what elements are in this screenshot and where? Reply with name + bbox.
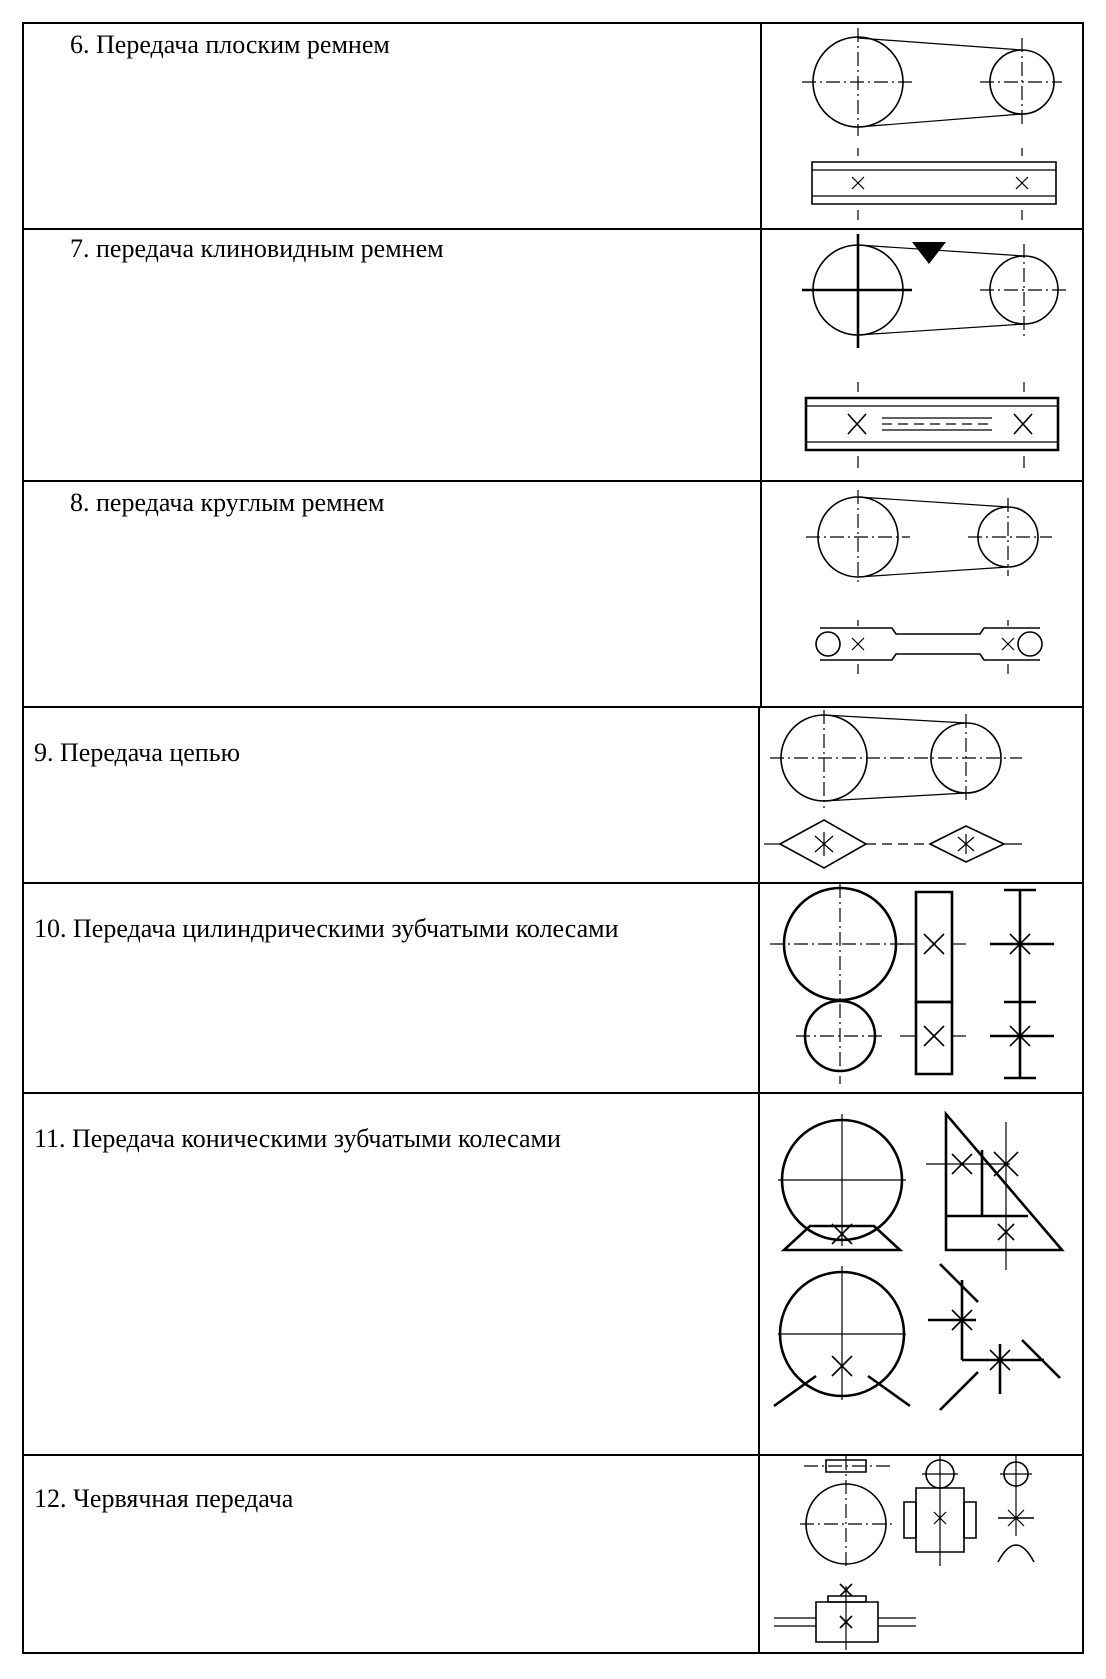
row-label: 9. Передача цепью xyxy=(34,738,241,767)
row-label: 12. Червячная передача xyxy=(34,1484,294,1513)
table-row xyxy=(22,882,1084,1094)
spur-gear-drive-symbol xyxy=(758,884,1086,1092)
table-row xyxy=(22,1092,1084,1456)
flat-belt-drive-symbol xyxy=(760,24,1086,228)
row-label: 10. Передача цилиндрическими зубчатыми колесами xyxy=(34,914,619,943)
row-label: 7. передача клиновидным ремнем xyxy=(70,234,444,263)
row-label: 11. Передача коническими зубчатыми колесами xyxy=(34,1124,561,1153)
table-row xyxy=(22,480,1084,708)
chain-drive-symbol xyxy=(758,708,1086,882)
table-row xyxy=(22,706,1084,884)
table-row xyxy=(22,22,1084,230)
v-belt-drive-symbol xyxy=(760,230,1086,480)
worm-gear-drive-symbol xyxy=(758,1456,1086,1652)
table-row xyxy=(22,228,1084,482)
row-label: 6. Передача плоским ремнем xyxy=(70,30,390,59)
bevel-gear-drive-symbol xyxy=(758,1094,1086,1454)
table-row xyxy=(22,1454,1084,1654)
round-belt-drive-symbol xyxy=(760,482,1086,706)
row-label: 8. передача круглым ремнем xyxy=(70,488,385,517)
